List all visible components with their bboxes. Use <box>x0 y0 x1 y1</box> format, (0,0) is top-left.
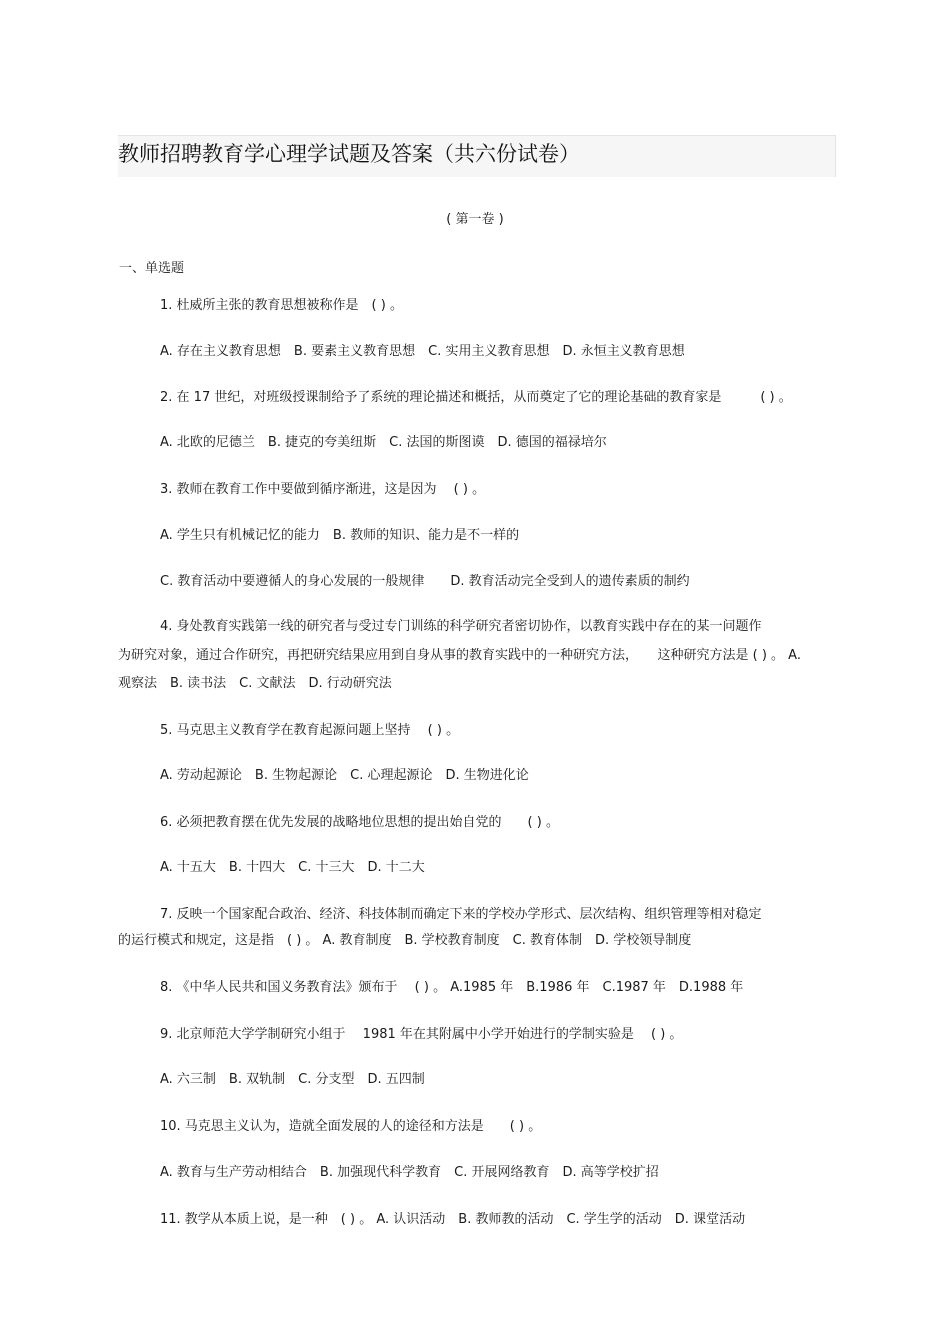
question-2: 2. 在 17 世纪，对班级授课制给予了系统的理论描述和概括，从而奠定了它的理论基础的教育家是 ( ) 。 <box>160 390 792 405</box>
question-4-line-3: 观察法 B. 读书法 C. 文献法 D. 行动研究法 <box>118 676 392 691</box>
question-4-line-2: 为研究对象，通过合作研究，再把研究结果应用到自身从事的教育实践中的一种研究方法， 这种研究方法是 ( ) 。 A. <box>118 648 801 663</box>
question-1-options: A. 存在主义教育思想 B. 要素主义教育思想 C. 实用主义教育思想 D. 永恒主义教育思想 <box>160 344 685 359</box>
question-3-options-a: A. 学生只有机械记忆的能力 B. 教师的知识、能力是不一样的 <box>160 528 520 543</box>
question-6-options: A. 十五大 B. 十四大 C. 十三大 D. 十二大 <box>160 860 425 875</box>
question-6: 6. 必须把教育摆在优先发展的战略地位思想的提出始自党的 ( ) 。 <box>160 815 559 830</box>
question-7-line-1: 7. 反映一个国家配合政治、经济、科技体制而确定下来的学校办学形式、层次结构、组织管理等相对稳定 <box>160 907 762 922</box>
question-11: 11. 教学从本质上说，是一种 ( ) 。 A. 认识活动 B. 教师教的活动 C. 学生学的活动 D. 课堂活动 <box>160 1212 746 1227</box>
question-3: 3. 教师在教育工作中要做到循序渐进，这是因为 ( ) 。 <box>160 482 486 497</box>
title-box <box>118 135 836 177</box>
question-5: 5. 马克思主义教育学在教育起源问题上坚持 ( ) 。 <box>160 723 460 738</box>
question-10-options: A. 教育与生产劳动相结合 B. 加强现代科学教育 C. 开展网络教育 D. 高等学校扩招 <box>160 1165 659 1180</box>
question-9-options: A. 六三制 B. 双轨制 C. 分支型 D. 五四制 <box>160 1072 425 1087</box>
question-9: 9. 北京师范大学学制研究小组于 1981 年在其附属中小学开始进行的学制实验是 ( ) 。 <box>160 1027 683 1042</box>
question-2-options: A. 北欧的尼德兰 B. 捷克的夸美纽斯 C. 法国的斯图谟 D. 德国的福禄培尔 <box>160 435 607 450</box>
page-title: 教师招聘教育学心理学试题及答案（共六份试卷） <box>118 142 580 166</box>
section-heading: 一、单选题 <box>119 261 185 276</box>
volume-label: ( 第一卷 ) <box>446 212 504 227</box>
question-4-line-1: 4. 身处教育实践第一线的研究者与受过专门训练的科学研究者密切协作，以教育实践中存在的某一问题作 <box>160 619 762 634</box>
question-5-options: A. 劳动起源论 B. 生物起源论 C. 心理起源论 D. 生物进化论 <box>160 768 529 783</box>
question-3-options-b: C. 教育活动中要遵循人的身心发展的一般规律 D. 教育活动完全受到人的遗传素质的制约 <box>160 574 690 589</box>
question-8: 8. 《中华人民共和国义务教育法》颁布于 ( ) 。 A.1985 年 B.1986 年 C.1987 年 D.1988 年 <box>160 980 744 995</box>
question-7-line-2: 的运行模式和规定，这是指 ( ) 。 A. 教育制度 B. 学校教育制度 C. 教育体制 D. 学校领导制度 <box>118 933 692 948</box>
question-1: 1. 杜威所主张的教育思想被称作是 ( ) 。 <box>160 298 403 313</box>
question-10: 10. 马克思主义认为，造就全面发展的人的途径和方法是 ( ) 。 <box>160 1119 542 1134</box>
